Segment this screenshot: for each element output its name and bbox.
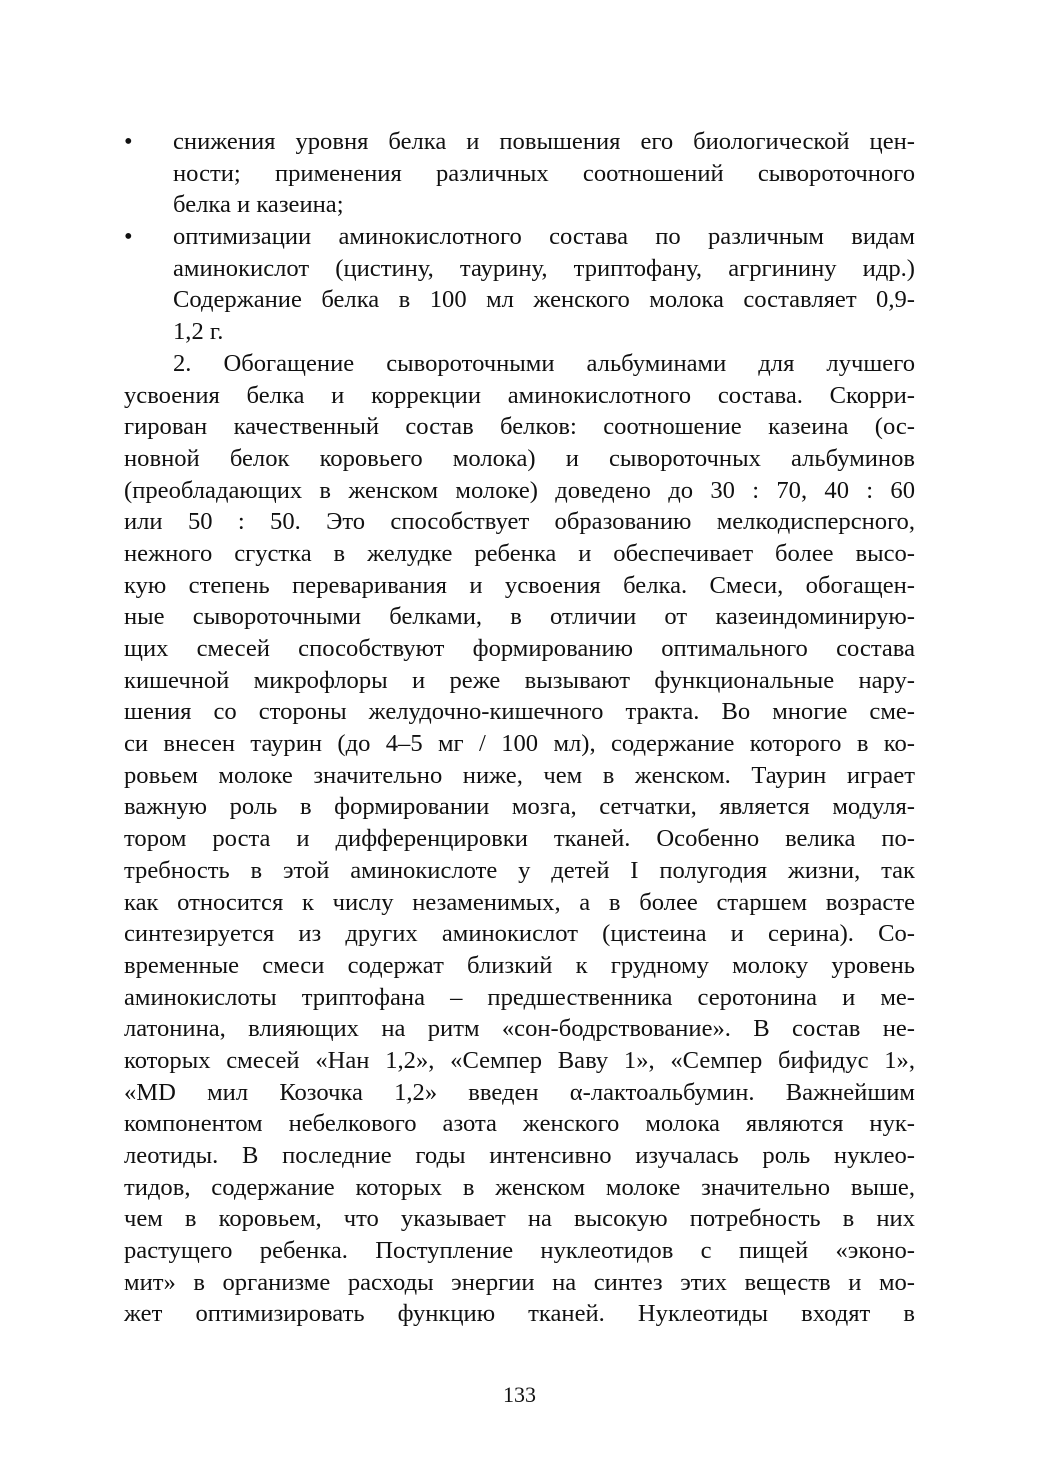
text-line: тором роста и дифференцировки тканей. Особенно велика по- <box>124 825 915 853</box>
bullet-item-1 <box>124 126 915 221</box>
text-line: которых смесей «Нан 1,2», «Семпер Ваву 1», «Семпер бифидус 1», <box>124 1046 915 1074</box>
text-line: «MD мил Козочка 1,2» введен α-лактоальбумин. Важнейшим <box>124 1078 915 1106</box>
paragraph-first-line: 2. Обогащение сывороточными альбуминами для лучшего <box>173 349 915 377</box>
text-line: кишечной микрофлоры и реже вызывают функциональные нару- <box>124 666 915 694</box>
text-line: усвоения белка и коррекции аминокислотного состава. Скорри- <box>124 381 915 409</box>
bullet-mark: • <box>124 223 133 251</box>
text-line: важную роль в формировании мозга, сетчатки, является модуля- <box>124 793 915 821</box>
text-line: растущего ребенка. Поступление нуклеотидов с пищей «эконо- <box>124 1237 915 1265</box>
text-line: как относится к числу незаменимых, а в более старшем возрасте <box>124 888 915 916</box>
text-line: кую степень переваривания и усвоения белка. Смеси, обогащен- <box>124 571 915 599</box>
text-line: гирован качественный состав белков: соотношение казеина (ос- <box>124 413 915 441</box>
text-line: щих смесей способствуют формированию оптимального состава <box>124 635 915 662</box>
text-line: ровьем молоке значительно ниже, чем в женском. Таурин играет <box>124 761 915 789</box>
text-line: или 50 : 50. Это способствует образованию мелкодисперсного, <box>124 508 915 536</box>
text-line: ные сывороточными белками, в отличии от казеиндоминирую- <box>124 603 915 631</box>
text-line: компонентом небелкового азота женского молока являются нук- <box>124 1110 915 1138</box>
text-line: шения со стороны желудочно-кишечного тракта. Во многие сме- <box>124 698 915 726</box>
text-line: синтезируется из других аминокислот (цистеина и серина). Со- <box>124 920 915 948</box>
bullet-mark: • <box>124 128 133 155</box>
bullet-item-2 <box>124 221 915 348</box>
text-line: жет оптимизировать функцию тканей. Нуклеотиды входят в <box>124 1300 915 1328</box>
text-line: си внесен таурин (до 4–5 мг / 100 мл), содержание которого в ко- <box>124 730 915 758</box>
text-line: нежного сгустка в желудке ребенка и обеспечивает более высо- <box>124 539 915 567</box>
text-line: белка и казеина; <box>173 191 344 219</box>
paragraph <box>124 348 915 1330</box>
text-line: оптимизации аминокислотного состава по различным видам <box>173 223 915 251</box>
text-line: аминокислоты триптофана – предшественника серотонина и ме- <box>124 983 915 1011</box>
text-line: снижения уровня белка и повышения его биологической цен- <box>173 128 915 155</box>
page-body <box>124 126 915 1330</box>
text-line: ности; применения различных соотношений сывороточного <box>173 159 915 187</box>
text-line: требность в этой аминокислоте у детей I полугодия жизни, так <box>124 856 915 884</box>
text-line: тидов, содержание которых в женском молоке значительно выше, <box>124 1173 915 1201</box>
text-line: Содержание белка в 100 мл женского молока составляет 0,9- <box>173 286 915 314</box>
text-line: латонина, влияющих на ритм «сон-бодрствование». В состав не- <box>124 1015 915 1043</box>
text-line: аминокислот (цистину, таурину, триптофану, агргинину идр.) <box>173 254 915 282</box>
text-line: леотиды. В последние годы интенсивно изучалась роль нуклео- <box>124 1142 915 1169</box>
text-line: мит» в организме расходы энергии на синтез этих веществ и мо- <box>124 1268 915 1296</box>
page-number: 133 <box>503 1382 536 1407</box>
text-line: 1,2 г. <box>173 318 224 346</box>
text-line: новной белок коровьего молока) и сывороточных альбуминов <box>124 444 915 472</box>
text-line: (преобладающих в женском молоке) доведено до 30 : 70, 40 : 60 <box>124 476 915 504</box>
text-line: чем в коровьем, что указывает на высокую потребность в них <box>124 1205 915 1233</box>
text-line: временные смеси содержат близкий к грудному молоку уровень <box>124 951 915 979</box>
paragraph-lines <box>124 380 915 1331</box>
